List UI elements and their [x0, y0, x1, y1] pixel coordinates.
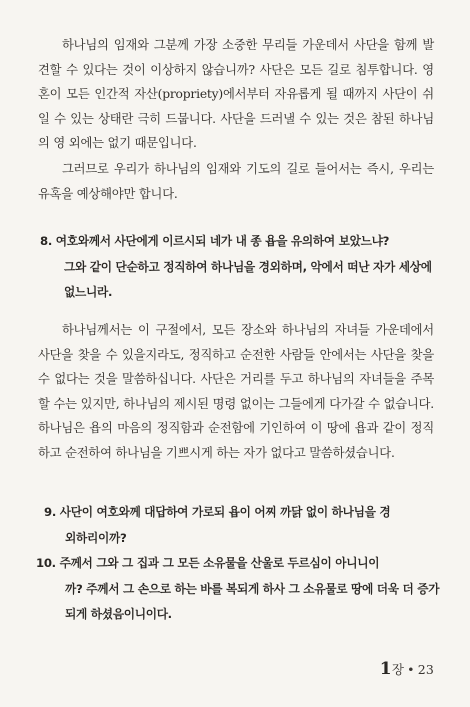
- body-paragraph: 하나님께서는 이 구절에서, 모든 장소와 하나님의 자녀들 가운데에서 사단을 찾을 수 있을지라도, 정직하고 순전한 사람들 안에서는 사단을 찾을 수 없다는 것을 말씀하십니다. 사단은 거리를 두고 하나님의 자녀들을 주목할 수는 있지만, 하나님의 제시된 명령 없이는 그들에게 다가갈 수 없습니다. 하나님은 욥의 마음의 정직함과 순전함에 기인하여 이 땅에 욥과 같이 정직하고 순전하여 하나님을 기쁘시게 하는 자가 없다고 말씀하셨습니다.: [38, 323, 434, 460]
- verse-continuation: 까? 주께서 그 손으로 하는 바를 복되게 하사 그 소유물로 땅에 더욱 더 증가되게 하셨음이니이다.: [65, 581, 440, 621]
- scripture-verse-8: [40, 229, 440, 306]
- page-footer: [380, 659, 434, 679]
- verse-continuation: 외하리이까?: [65, 530, 127, 545]
- verse-continuation: 그와 같이 단순하고 정직하여 하나님을 경외하며, 악에서 떠난 자가 세상에 없느니라.: [64, 259, 432, 299]
- scripture-verse-9: [44, 500, 440, 551]
- scripture-verse-10: [36, 551, 440, 628]
- verse-first-line: 10. 주께서 그와 그 집과 그 모든 소유물을 산울로 두르심이 아니니이: [36, 556, 380, 570]
- chapter-label: 장: [391, 662, 405, 677]
- verse-first-line: 9. 사단이 여호와께 대답하여 가로되 욥이 어찌 까닭 없이 하나님을 경: [44, 505, 391, 519]
- body-paragraph: 그러므로 우리가 하나님의 임재와 기도의 길로 들어서는 즉시, 우리는 유혹을 예상해야만 합니다.: [38, 162, 434, 201]
- body-paragraph: 하나님의 임재와 그분께 가장 소중한 무리들 가운데서 사단을 함께 발견할 수 있다는 것이 이상하지 않습니까? 사단은 모든 길로 침투합니다. 영혼이 모든 인간적 자산(propriety)에서부터 자유롭게 될 때까지 사단이 쉬일 수 있는 상태란 극히 드뭅니다. 사단을 드러낼 수 있는 것은 참된 하나님의 영 외에는 없기 때문입니다.: [38, 38, 434, 151]
- verse-first-line: 8. 여호와께서 사단에게 이르시되 네가 내 종 욥을 유의하여 보았느냐?: [40, 234, 390, 248]
- page-number: 23: [417, 662, 434, 677]
- footer-separator: •: [407, 662, 415, 677]
- chapter-number: 1: [379, 659, 392, 679]
